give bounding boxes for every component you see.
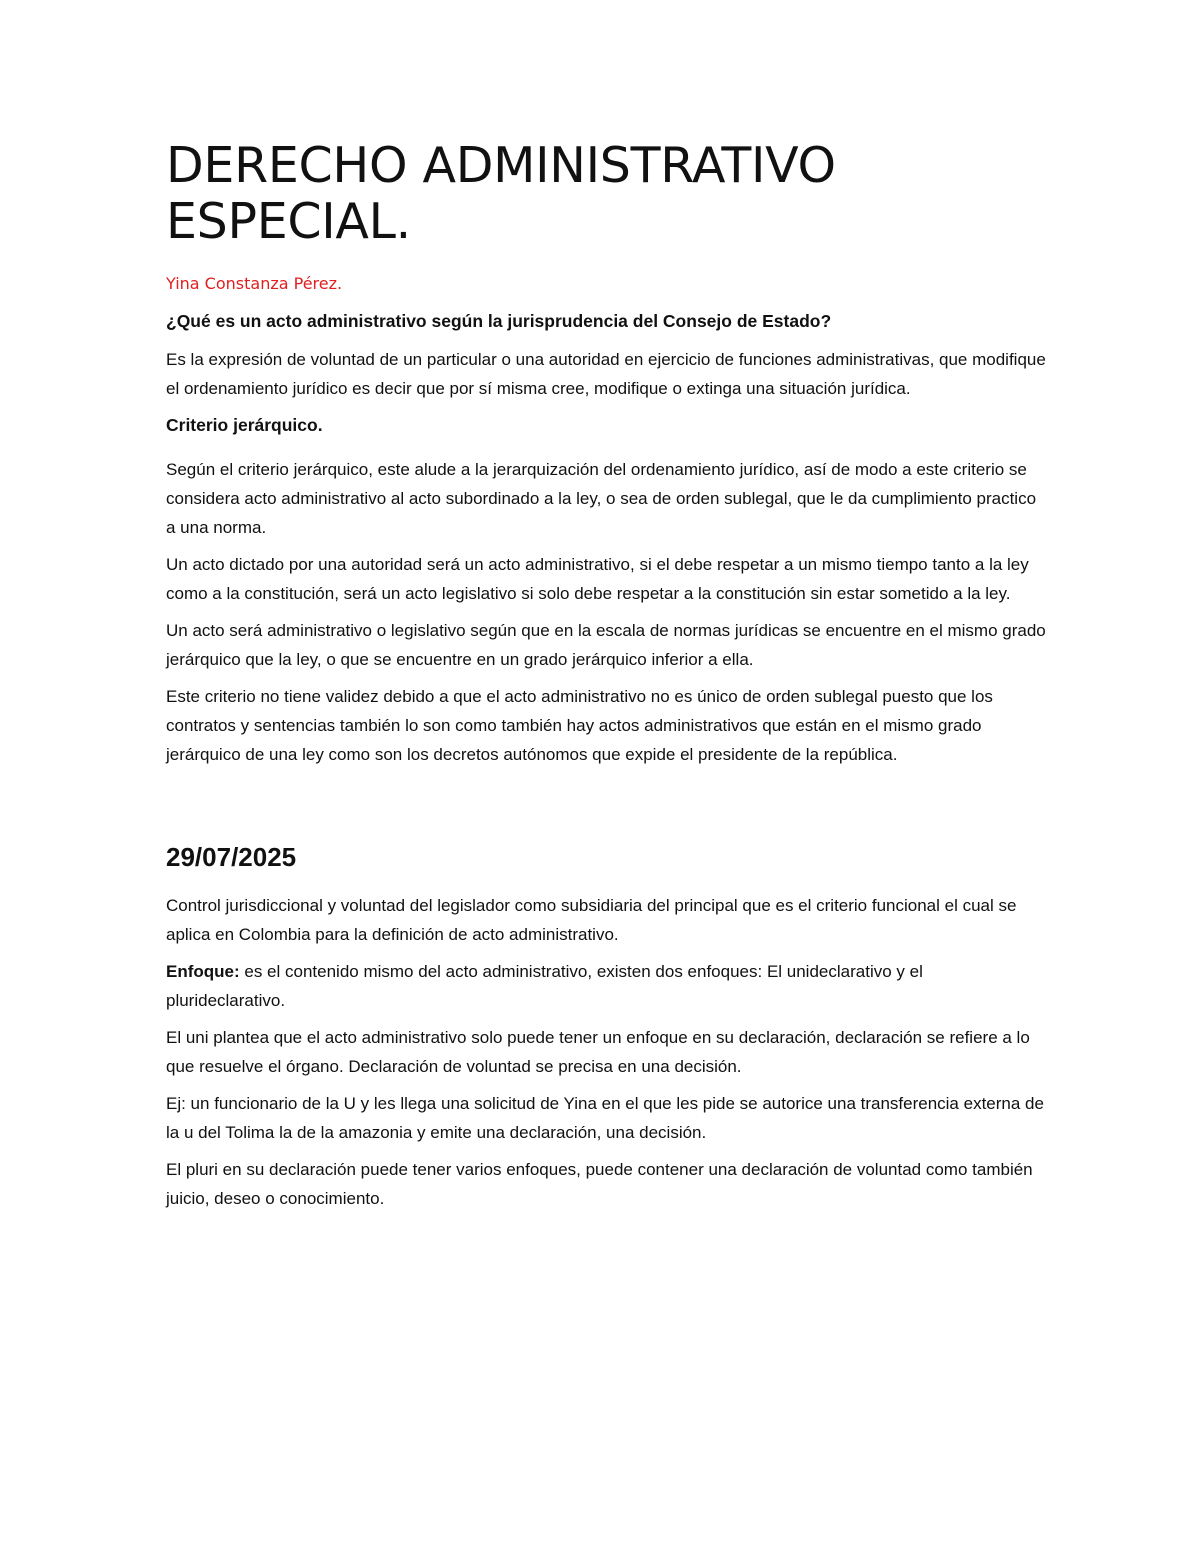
definition-paragraph: Es la expresión de voluntad de un particular o una autoridad en ejercicio de funciones administrativas, que modifique el ordenamiento jurídico es decir que por sí misma cree, modifique o extinga una situación jurídica.: [166, 350, 1046, 398]
enfoque-text: es el contenido mismo del acto administrativo, existen dos enfoques: El unideclarativo y el plurideclarativo.: [166, 962, 923, 1010]
criterio-paragraph-3: Un acto será administrativo o legislativo según que en la escala de normas jurídicas se encuentre en el mismo grado jerárquico que la ley, o que se encuentre en un grado jerárquico inferior a ella.: [166, 621, 1046, 669]
question-heading: ¿Qué es un acto administrativo según la jurisprudencia del Consejo de Estado?: [166, 311, 832, 331]
pluri-paragraph: El pluri en su declaración puede tener varios enfoques, puede contener una declaración de voluntad como también juicio, deseo o conocimiento.: [166, 1160, 1033, 1208]
document-title: [166, 138, 1046, 250]
author-name: Yina Constanza Pérez.: [166, 274, 343, 293]
control-paragraph: Control jurisdiccional y voluntad del legislador como subsidiaria del principal que es el criterio funcional el cual se aplica en Colombia para la definición de acto administrativo.: [166, 896, 1017, 944]
uni-paragraph: El uni plantea que el acto administrativo solo puede tener un enfoque en su declaración, declaración se refiere a lo que resuelve el órgano. Declaración de voluntad se precisa en una decisión.: [166, 1028, 1030, 1076]
criterio-heading: Criterio jerárquico.: [166, 415, 323, 435]
document-page: [166, 138, 1046, 1221]
criterio-paragraph-4: Este criterio no tiene validez debido a que el acto administrativo no es único de orden sublegal puesto que los contratos y sentencias también lo son como también hay actos administrativos que están en el mismo grado jerárquico de una ley como son los decretos autónomos que expide el presidente de la república.: [166, 687, 993, 764]
criterio-paragraph-1: Según el criterio jerárquico, este alude a la jerarquización del ordenamiento jurídico, así de modo a este criterio se considera acto administrativo al acto subordinado a la ley, o sea de orden sublegal, que le da cumplimiento practico a una norma.: [166, 460, 1037, 537]
enfoque-paragraph: [166, 957, 1046, 1015]
title-line-1: DERECHO ADMINISTRATIVO: [166, 137, 836, 194]
example-paragraph: Ej: un funcionario de la U y les llega una solicitud de Yina en el que les pide se autorice una transferencia externa de la u del Tolima la de la amazonia y emite una declaración, una decisión.: [166, 1094, 1044, 1142]
criterio-paragraph-2: Un acto dictado por una autoridad será un acto administrativo, si el debe respetar a un mismo tiempo tanto a la ley como a la constitución, será un acto legislativo si solo debe respetar a la constitución sin estar sometido a la ley.: [166, 555, 1029, 603]
enfoque-label: Enfoque:: [166, 962, 240, 981]
title-line-2: ESPECIAL.: [166, 193, 411, 250]
date-heading: 29/07/2025: [166, 842, 297, 872]
